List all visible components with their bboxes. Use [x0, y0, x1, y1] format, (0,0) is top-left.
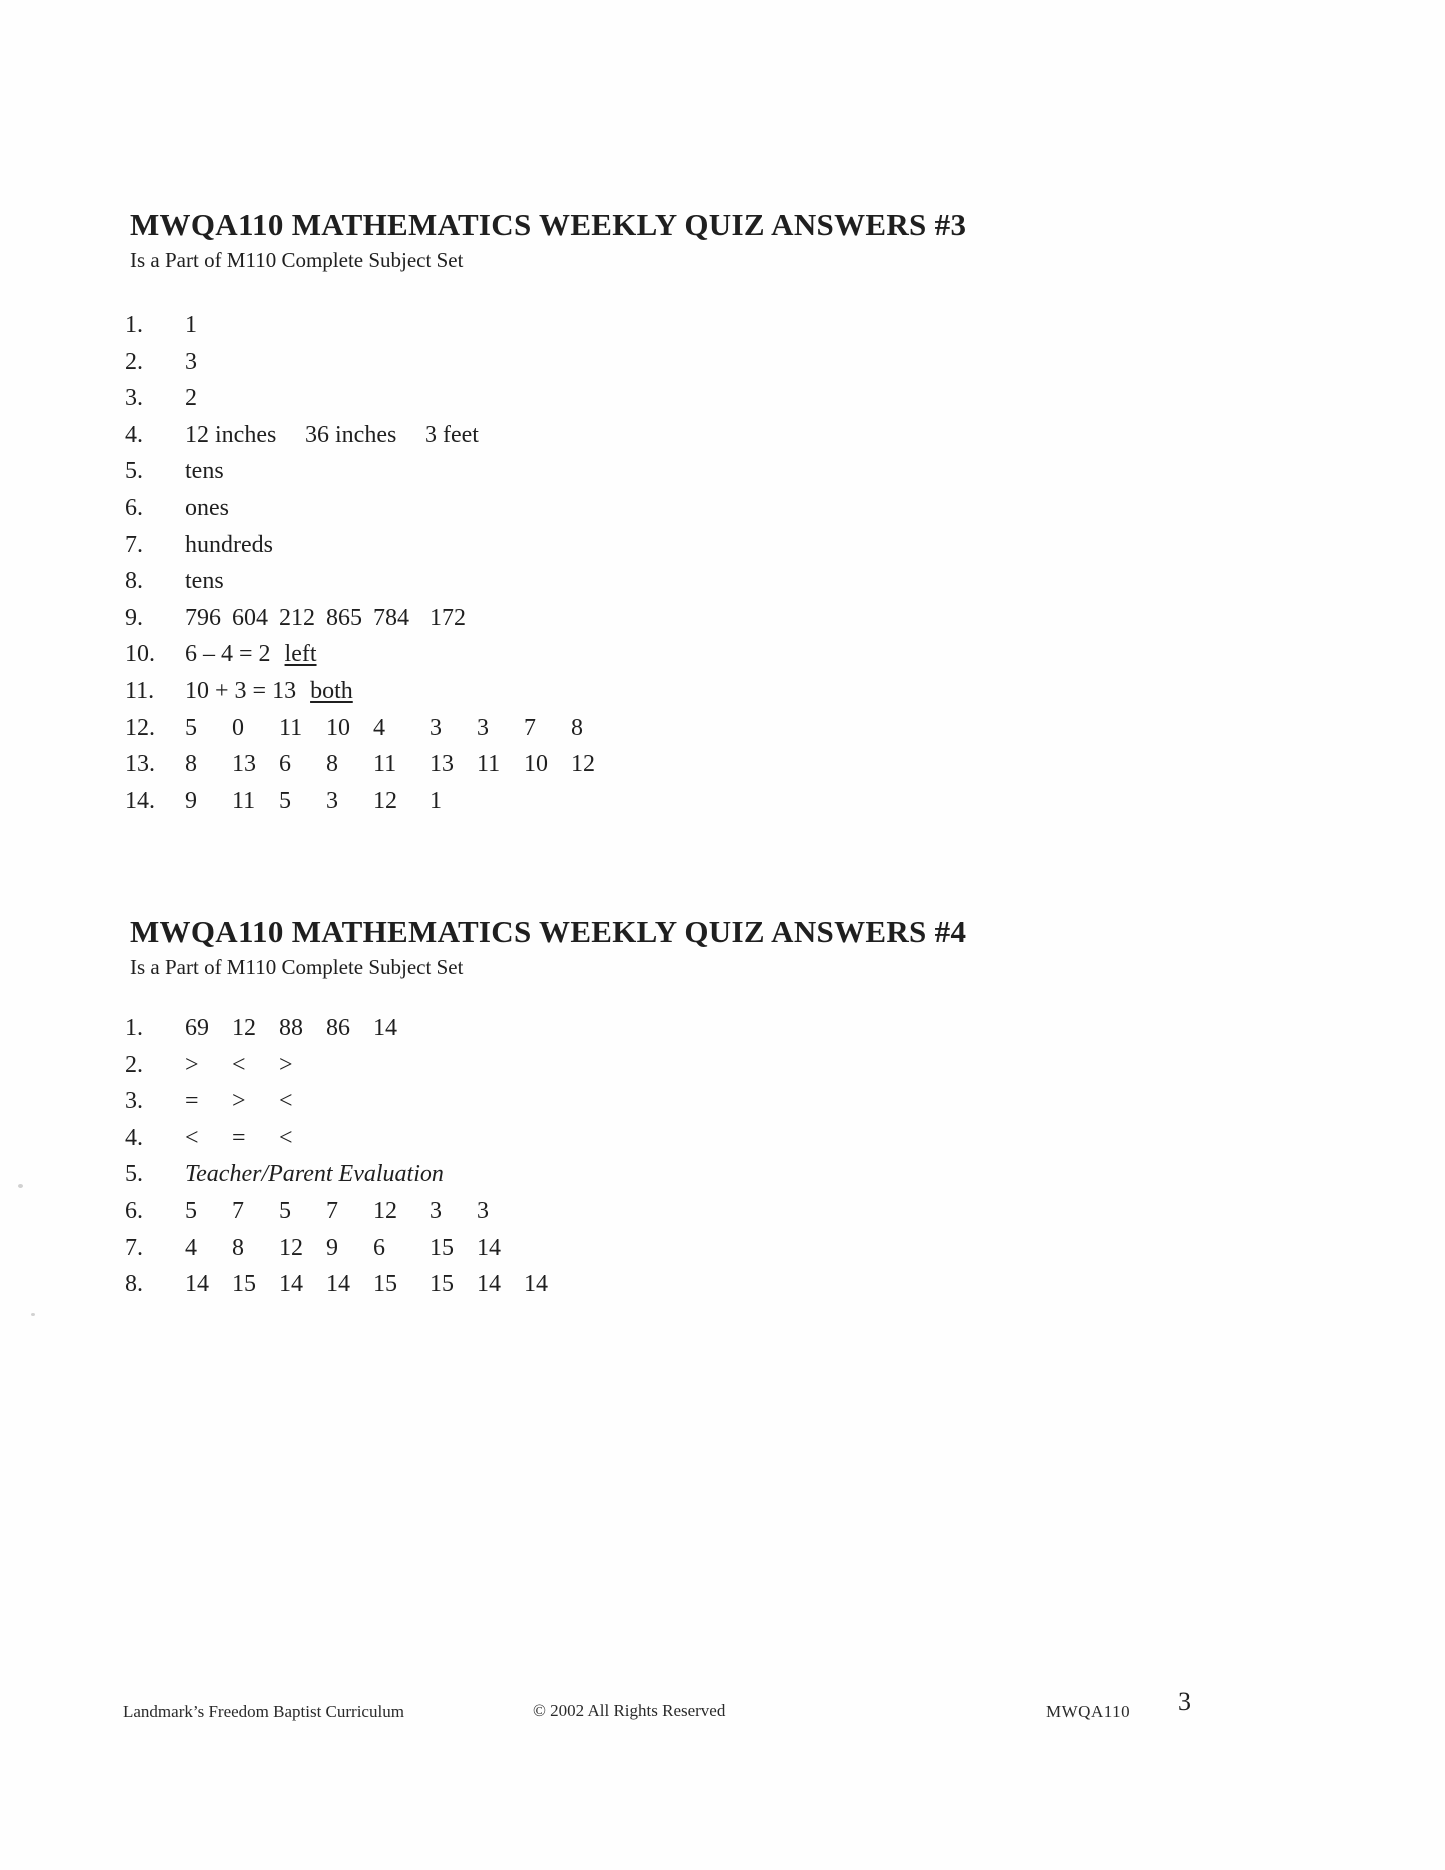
answer-cell: 11 [373, 751, 397, 778]
answer-cell: 12 [571, 751, 595, 778]
quiz-section-4 [130, 914, 966, 980]
answer-row [125, 605, 618, 642]
answer-cell: > [232, 1088, 246, 1115]
answer-cell: 3 [430, 714, 442, 741]
answer-cell: 784 [373, 604, 409, 631]
answer-cell: 12 [232, 1015, 256, 1041]
answer-cell: 8 [232, 1234, 244, 1261]
answer-cell: 14 [326, 1271, 350, 1298]
answer-number: 4. [125, 1124, 143, 1151]
underlined-answer: both [310, 677, 353, 704]
answer-cell: 15 [373, 1271, 397, 1298]
answer-cell: 8 [185, 751, 197, 778]
answer-cell: 5 [185, 1197, 197, 1224]
answer-cell: 15 [430, 1271, 454, 1298]
answer-row [125, 641, 618, 678]
answer-row [125, 532, 618, 569]
answer-cell: hundreds [185, 531, 273, 558]
answer-cell: < [232, 1051, 246, 1078]
answer-number: 5. [125, 1161, 143, 1188]
answer-row [125, 458, 618, 495]
answer-cell: 9 [185, 787, 197, 814]
italic-answer: Teacher/Parent Evaluation [185, 1161, 444, 1188]
answer-cell: 12 [279, 1234, 303, 1261]
answer-cell: 5 [185, 714, 197, 741]
answer-cell: 13 [232, 751, 256, 778]
answer-cell: 6 – 4 = 2 [185, 641, 271, 668]
answer-cell: = [185, 1088, 199, 1115]
answer-number: 7. [125, 531, 143, 558]
underlined-answer: left [284, 641, 317, 668]
answer-row [125, 1052, 571, 1089]
answer-cell: 13 [430, 751, 454, 778]
answer-number: 3. [125, 385, 143, 412]
answer-row [125, 349, 618, 386]
answer-cell: 3 [185, 348, 197, 375]
answer-cell: 7 [232, 1197, 244, 1224]
answer-cell: 3 feet [425, 421, 479, 448]
answer-cell: 7 [326, 1197, 338, 1224]
section-subtitle: Is a Part of M110 Complete Subject Set [130, 955, 464, 979]
answer-cell: 69 [185, 1015, 209, 1041]
answer-cell: 12 inches [185, 421, 277, 448]
answer-cell: 36 inches [305, 421, 397, 448]
answer-cell: > [279, 1051, 293, 1078]
answer-number: 7. [125, 1234, 143, 1261]
answer-cell: 6 [373, 1234, 385, 1261]
answer-number: 3. [125, 1088, 143, 1115]
section-subtitle: Is a Part of M110 Complete Subject Set [130, 248, 464, 272]
answer-cell: 14 [477, 1271, 501, 1298]
answer-cell: 6 [279, 751, 291, 778]
answer-number: 1. [125, 312, 143, 338]
answer-cell: 212 [279, 604, 315, 631]
answer-cell: 8 [571, 714, 583, 741]
answer-number: 2. [125, 1051, 143, 1078]
answer-list-quiz-4 [125, 1015, 571, 1308]
footer-course-code: MWQA110 [1046, 1702, 1131, 1721]
answer-row [125, 678, 618, 715]
answer-cell: 9 [326, 1234, 338, 1261]
answer-cell: > [185, 1051, 199, 1078]
quiz-section-3 [130, 207, 966, 273]
answer-cell: 3 [430, 1197, 442, 1224]
answer-cell: 3 [477, 1197, 489, 1224]
answer-cell: 14 [373, 1015, 397, 1041]
answer-row [125, 312, 618, 349]
answer-row [125, 1271, 571, 1308]
answer-number: 8. [125, 568, 143, 595]
answer-row [125, 1088, 571, 1125]
answer-number: 6. [125, 1197, 143, 1224]
answer-cell: = [232, 1124, 246, 1151]
answer-cell: 3 [477, 714, 489, 741]
answer-cell: 88 [279, 1015, 303, 1041]
answer-number: 8. [125, 1271, 143, 1298]
answer-cell: 1 [430, 787, 442, 814]
answer-number: 6. [125, 494, 143, 521]
answer-cell: 10 [326, 714, 350, 741]
answer-cell: 7 [524, 714, 536, 741]
answer-number: 14. [125, 787, 155, 814]
footer-publisher: Landmark’s Freedom Baptist Curriculum [123, 1702, 404, 1721]
answer-row [125, 1125, 571, 1162]
answer-cell: 5 [279, 1197, 291, 1224]
answer-cell: 1 [185, 312, 197, 338]
footer-copyright: © 2002 All Rights Reserved [533, 1701, 726, 1720]
answer-row [125, 788, 618, 825]
answer-row [125, 1198, 571, 1235]
answer-cell: tens [185, 568, 224, 595]
answer-row [125, 422, 618, 459]
answer-cell: 0 [232, 714, 244, 741]
answer-cell: 15 [232, 1271, 256, 1298]
answer-cell: 604 [232, 604, 268, 631]
answer-cell: 11 [279, 714, 303, 741]
answer-number: 9. [125, 604, 143, 631]
answer-row [125, 385, 618, 422]
answer-cell: < [279, 1124, 293, 1151]
answer-cell: 4 [373, 714, 385, 741]
answer-row [125, 568, 618, 605]
answer-cell: 3 [326, 787, 338, 814]
answer-row [125, 1015, 571, 1052]
answer-row [125, 715, 618, 752]
answer-cell: 4 [185, 1234, 197, 1261]
answer-cell: 12 [373, 787, 397, 814]
answer-cell: tens [185, 458, 224, 485]
answer-row [125, 1235, 571, 1272]
answer-cell: 10 [524, 751, 548, 778]
answer-number: 11. [125, 677, 155, 704]
answer-list-quiz-3 [125, 312, 618, 824]
answer-cell: 865 [326, 604, 362, 631]
answer-number: 12. [125, 714, 155, 741]
answer-cell: 11 [477, 751, 501, 778]
answer-row [125, 495, 618, 532]
answer-cell: 11 [232, 787, 256, 814]
answer-cell: 14 [524, 1271, 548, 1298]
answer-cell: 14 [185, 1271, 209, 1298]
answer-cell: < [185, 1124, 199, 1151]
answer-number: 2. [125, 348, 143, 375]
answer-cell: 14 [477, 1234, 501, 1261]
answer-cell: 14 [279, 1271, 303, 1298]
answer-number: 10. [125, 641, 155, 668]
answer-cell: < [279, 1088, 293, 1115]
answer-cell: 796 [185, 604, 221, 631]
answer-number: 13. [125, 751, 155, 778]
answer-cell: 172 [430, 604, 466, 631]
answer-cell: 5 [279, 787, 291, 814]
answer-row [125, 1161, 571, 1198]
section-title: MWQA110 MATHEMATICS WEEKLY QUIZ ANSWERS #4 [130, 914, 967, 949]
answer-cell: 86 [326, 1015, 350, 1041]
answer-number: 5. [125, 458, 143, 485]
answer-cell: 8 [326, 751, 338, 778]
footer-page-number: 3 [1178, 1687, 1191, 1716]
answer-cell: 10 + 3 = 13 [185, 677, 297, 704]
scan-speck [18, 1184, 23, 1188]
scan-speck [31, 1313, 35, 1316]
answer-cell: 12 [373, 1197, 397, 1224]
section-title: MWQA110 MATHEMATICS WEEKLY QUIZ ANSWERS #3 [130, 207, 967, 242]
answer-number: 1. [125, 1015, 143, 1041]
answer-cell: 15 [430, 1234, 454, 1261]
answer-cell: 2 [185, 385, 197, 412]
answer-row [125, 751, 618, 788]
answer-cell: ones [185, 494, 229, 521]
answer-number: 4. [125, 421, 143, 448]
